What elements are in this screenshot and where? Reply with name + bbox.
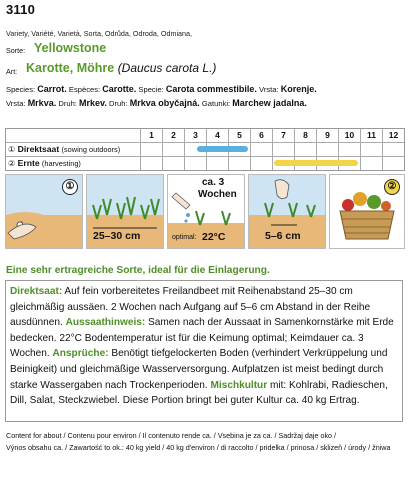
month-cell (250, 157, 272, 170)
harvest-period-bar (274, 160, 358, 166)
illustration-thinning (248, 174, 326, 249)
yield-note-line-1: Content for about / Contenu pour environ / Il contenuto rende ca. / Vsebina je za ca. / Sadržaj daje oko / (6, 431, 337, 440)
month-header-12: 12 (382, 129, 404, 142)
month-header-1: 1 (140, 129, 162, 142)
month-cell (140, 157, 162, 170)
month-cell (360, 143, 382, 156)
month-cell (250, 143, 272, 156)
tagline: Eine sehr ertragreiche Sorte, ideal für die Einlagerung. (6, 265, 270, 276)
month-cell (272, 143, 294, 156)
heading-aussaathinweis: Aussaathinweis: (65, 317, 146, 329)
month-header-2: 2 (162, 129, 184, 142)
month-cell (184, 157, 206, 170)
sowing-period-bar (197, 146, 248, 152)
species-common-name: Karotte, Möhre (26, 61, 115, 75)
optimal-label: optimal: (172, 234, 197, 241)
month-cell (360, 157, 382, 170)
variety-name: Yellowstone (34, 41, 107, 55)
month-cell (382, 157, 404, 170)
step-1-marker: ① (62, 179, 78, 195)
thinning-spacing-label: 5–6 cm (265, 230, 301, 242)
month-cell (206, 157, 228, 170)
month-cell (228, 157, 250, 170)
month-header-3: 3 (184, 129, 206, 142)
month-header-9: 9 (316, 129, 338, 142)
product-code: 3110 (6, 2, 36, 17)
germination-unit: Wochen (198, 189, 237, 200)
species-latin-name: (Daucus carota L.) (117, 61, 217, 75)
illustration-germination (167, 174, 245, 249)
calendar-label-sowing: ① Direktsaat (sowing outdoors) (8, 144, 121, 154)
month-cell (316, 143, 338, 156)
species-name (26, 61, 216, 75)
calendar-label-harvest: ② Ernte (harvesting) (8, 158, 81, 168)
month-header-8: 8 (294, 129, 316, 142)
sowing-calendar (5, 128, 405, 171)
calendar-row-sowing (6, 143, 404, 157)
illustration-harvest (329, 174, 405, 249)
month-cell (338, 143, 360, 156)
species-translations-2: Vrsta: Mrkva. Druh: Mrkev. Druh: Mrkva obyčajná. Gatunki: Marchew jadalna. (6, 98, 307, 108)
month-cell (294, 143, 316, 156)
month-header-4: 4 (206, 129, 228, 142)
yield-note-line-2: Výnos obsahu ca. / Zawartość to ok.: 40 kg yield / 40 kg d'environ / di raccolto / pridelka / prinosa / sklizeň / úrody / žniwa (6, 443, 391, 452)
illustration-row-spacing (86, 174, 164, 249)
month-header-5: 5 (228, 129, 250, 142)
month-header-6: 6 (250, 129, 272, 142)
calendar-header-row (6, 129, 404, 143)
heading-direktsaat: Direktsaat: (10, 286, 63, 297)
instructions-box (5, 280, 403, 422)
month-header-11: 11 (360, 129, 382, 142)
art-label: Art: (6, 67, 18, 76)
germination-time: ca. 3 (202, 177, 225, 188)
heading-mischkultur: Mischkultur (210, 379, 268, 391)
month-header-10: 10 (338, 129, 360, 142)
variety-line: Variety, Variété, Varietà, Sorta, Odrůda, Odroda, Odmiana, (6, 29, 193, 38)
species-translations: Species: Carrot. Espèces: Carotte. Specie: Carota commestibile. Vrsta: Korenje. (6, 84, 317, 94)
month-header-7: 7 (272, 129, 294, 142)
calendar-row-harvest (6, 157, 404, 170)
step-2-marker: ② (384, 179, 400, 195)
instructions-text: Direktsaat: Auf fein vorbereitetes Freilandbeet mit Reihenabstand 25–30 cm gleichmäßig aussäen. 2 Wochen nach Aufgang auf 5–6 cm Abstand in der Reihe ausdünnen. Aussaathinweis: Samen nach der Aussaat in Samenkornstärke mit Erde bedecken. 22°C Bodentemperatur ist für die Keimung optimal; Keimdauer ca. 3 Wochen. Ansprüche: Benötigt tiefgelockerten Boden (verhindert Verkrüppelung und Beinigkeit) und gleichmäßige Wasserversorgung. Aufplatzen ist meist bedingt durch starke Wassergaben nach Trockenperioden. Mischkultur mit: Kohlrabi, Radieschen, Dill, Salat, Steckzwiebel. Diese Portion bringt bei guter Kultur ca. 40 kg Ertrag. (10, 286, 394, 407)
month-cell (140, 143, 162, 156)
optimal-temperature: 22°C (202, 231, 226, 243)
illustration-sowing (5, 174, 83, 249)
month-cell (162, 157, 184, 170)
month-cell (382, 143, 404, 156)
heading-ansprueche: Ansprüche: (52, 348, 109, 360)
month-cell (162, 143, 184, 156)
row-spacing-label: 25–30 cm (93, 230, 141, 242)
sorte-label: Sorte: (6, 46, 26, 55)
